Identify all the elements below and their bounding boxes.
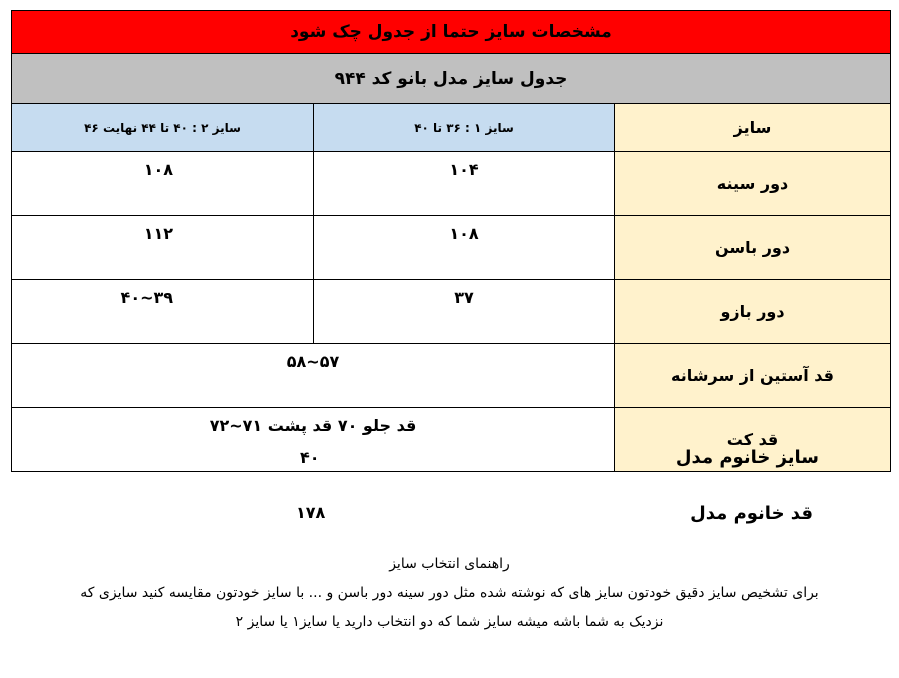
- table-row: [12, 152, 891, 216]
- row-size2: ۱۱۲: [12, 216, 314, 280]
- header-size2: سایز ۲ : ۴۰ تا ۴۴ نهایت ۴۶: [12, 104, 314, 152]
- row-size1: ۱۰۸: [314, 216, 615, 280]
- table-row: [12, 344, 891, 408]
- size-guide: [0, 550, 899, 637]
- row-label: دور بازو: [615, 280, 891, 344]
- model-height-label: قد خانوم مدل: [690, 503, 813, 524]
- model-size-value: ۴۰: [300, 448, 320, 467]
- row-size1: ۱۰۴: [314, 152, 615, 216]
- title-banner: مشخصات سایز حتما از جدول چک شود: [12, 11, 891, 54]
- guide-line: نزدیک به شما باشه میشه سایز شما که دو انتخاب دارید یا سایز۱ یا سایز ۲: [235, 614, 664, 630]
- row-merged-value: قد جلو ۷۰ قد پشت ۷۱~۷۲: [12, 408, 615, 472]
- size-sheet: [11, 10, 890, 472]
- row-label: قد آستین از سرشانه: [615, 344, 891, 408]
- row-label: دور سینه: [615, 152, 891, 216]
- model-height-value: ۱۷۸: [296, 503, 326, 522]
- row-label: قد کت: [615, 408, 891, 472]
- row-size1: ۳۷: [314, 280, 615, 344]
- guide-line: برای تشخیص سایز دقیق خودتون سایز های که نوشته شده مثل دور سینه دور باسن و ... با سایز خودتون مقایسه کنید سایزی که: [80, 585, 819, 601]
- guide-heading: راهنمای انتخاب سایز: [389, 556, 510, 572]
- table-row: [12, 216, 891, 280]
- row-merged-value: ۵۷~۵۸: [12, 344, 615, 408]
- header-label: سایز: [615, 104, 891, 152]
- row-size2: ۱۰۸: [12, 152, 314, 216]
- row-label: دور باسن: [615, 216, 891, 280]
- subtitle-banner: جدول سایز مدل بانو کد ۹۴۴: [12, 54, 891, 104]
- table-row: [12, 280, 891, 344]
- row-size2: ۳۹~۴۰: [12, 280, 314, 344]
- model-size-label: سایز خانوم مدل: [675, 447, 819, 468]
- size-table: [11, 10, 891, 472]
- header-size1: سایز ۱ : ۳۶ تا ۴۰: [314, 104, 615, 152]
- header-row: [12, 104, 891, 152]
